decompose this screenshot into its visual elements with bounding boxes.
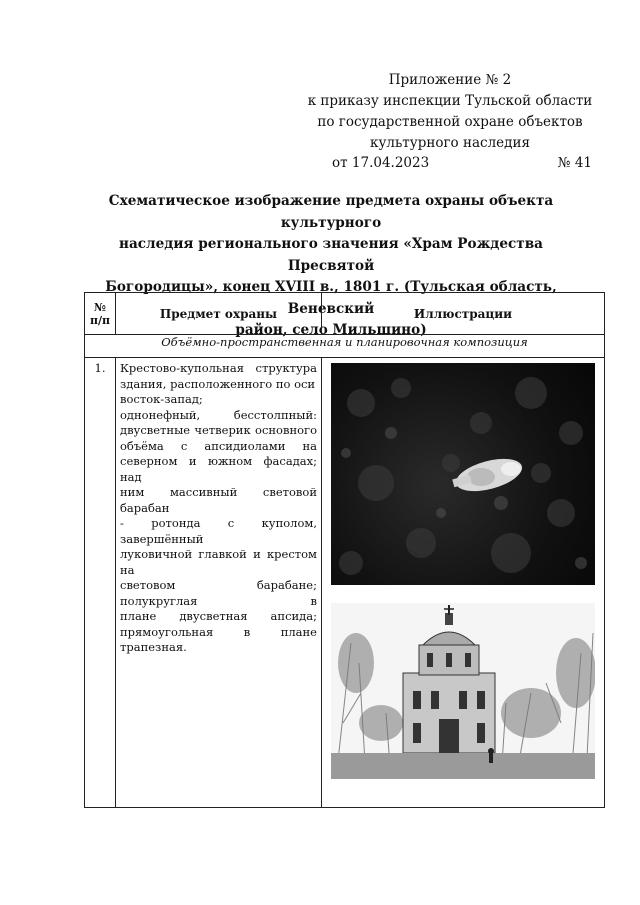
table-row bbox=[85, 358, 605, 808]
table-header-row bbox=[85, 293, 605, 335]
section-row bbox=[85, 335, 605, 358]
desc-line: световом барабане; полукруглая в bbox=[120, 578, 317, 608]
desc-line: прямоугольная в плане трапезная. bbox=[120, 624, 317, 654]
header-number-symbol: № bbox=[94, 300, 106, 314]
title-line-2: наследия регионального значения «Храм Рождества Пресвятой bbox=[119, 236, 543, 274]
desc-line: плане двусветная апсида; bbox=[120, 609, 317, 623]
desc-line: двусветные четверик основного bbox=[120, 423, 317, 437]
appendix-block bbox=[300, 70, 600, 154]
order-date: от 17.04.2023 bbox=[332, 155, 430, 171]
appendix-line-3: по государственной охране объектов bbox=[317, 114, 583, 130]
aerial-photo bbox=[331, 363, 595, 585]
illustrations-cell bbox=[322, 358, 605, 808]
row-description bbox=[116, 358, 322, 808]
desc-line: восток-запад; bbox=[120, 392, 203, 406]
order-number: № 41 bbox=[557, 155, 592, 171]
church-photo bbox=[331, 603, 595, 779]
appendix-line-1: Приложение № 2 bbox=[388, 72, 512, 88]
header-subject: Предмет охраны bbox=[116, 293, 322, 335]
desc-line: объёма с апсидиолами на bbox=[120, 438, 317, 453]
row-number: 1. bbox=[85, 358, 116, 808]
desc-line: северном и южном фасадах; над bbox=[120, 454, 317, 484]
church-roof-shape bbox=[452, 453, 525, 498]
title-line-1: Схематическое изображение предмета охраны объекта культурного bbox=[108, 193, 554, 231]
appendix-line-2: к приказу инспекции Тульской области bbox=[307, 93, 593, 109]
header-number-abbr: п/п bbox=[89, 313, 111, 327]
desc-line: ним массивный световой барабан bbox=[120, 485, 317, 515]
appendix-line-4: культурного наследия bbox=[370, 135, 530, 151]
desc-line: однонефный, бесстолпный: bbox=[120, 407, 317, 422]
desc-line: луковичной главкой и крестом на bbox=[120, 547, 317, 577]
title-line-3: Богородицы», конец XVIII в., 1801 г. (Тульская область, Веневский bbox=[105, 279, 557, 317]
header-number bbox=[85, 293, 116, 335]
church-photo-drawing bbox=[331, 603, 595, 779]
protection-table bbox=[84, 292, 605, 808]
desc-line: - ротонда с куполом, завершённый bbox=[120, 516, 317, 546]
desc-line: Крестово-купольная структура bbox=[120, 361, 317, 375]
aerial-photo-drawing bbox=[331, 363, 595, 585]
header-illustrations: Иллюстрации bbox=[322, 293, 605, 335]
order-line bbox=[332, 155, 592, 171]
section-title: Объёмно-пространственная и планировочная композиция bbox=[85, 335, 605, 358]
desc-line: здания, расположенного по оси bbox=[120, 376, 316, 391]
title-line-4: район, село Мильшино) bbox=[235, 322, 427, 338]
